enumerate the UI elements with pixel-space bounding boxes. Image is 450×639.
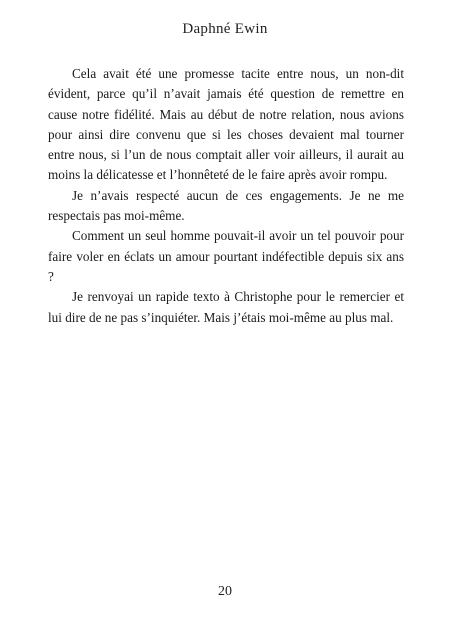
paragraph: Je n’avais respecté aucun de ces engagements. Je ne me respectais pas moi-même.	[48, 187, 404, 224]
paragraph: Cela avait été une promesse tacite entre nous, un non-dit évident, parce qu’il n’avait jamais été question de remettre en cause notre fidélité. Mais au début de notre relation, nous avions pour ainsi dire convenu que si les choses devaient mal tourner entre nous, si l’un de nous comptait aller voir ailleurs, il aurait au moins la délicatesse et l’honnêteté de le faire après avoir rompu.	[48, 66, 404, 183]
running-header-author: Daphné Ewin	[182, 21, 268, 37]
paragraph: Comment un seul homme pouvait-il avoir un tel pouvoir pour faire voler en éclats un amour pourtant indéfectible depuis six ans ?	[48, 228, 404, 284]
paragraph: Je renvoyai un rapide texto à Christophe pour le remercier et lui dire de ne pas s’inquiéter. Mais j’étais moi-même au plus mal.	[48, 289, 404, 325]
body-text	[48, 64, 404, 328]
page-number: 20	[218, 584, 232, 599]
